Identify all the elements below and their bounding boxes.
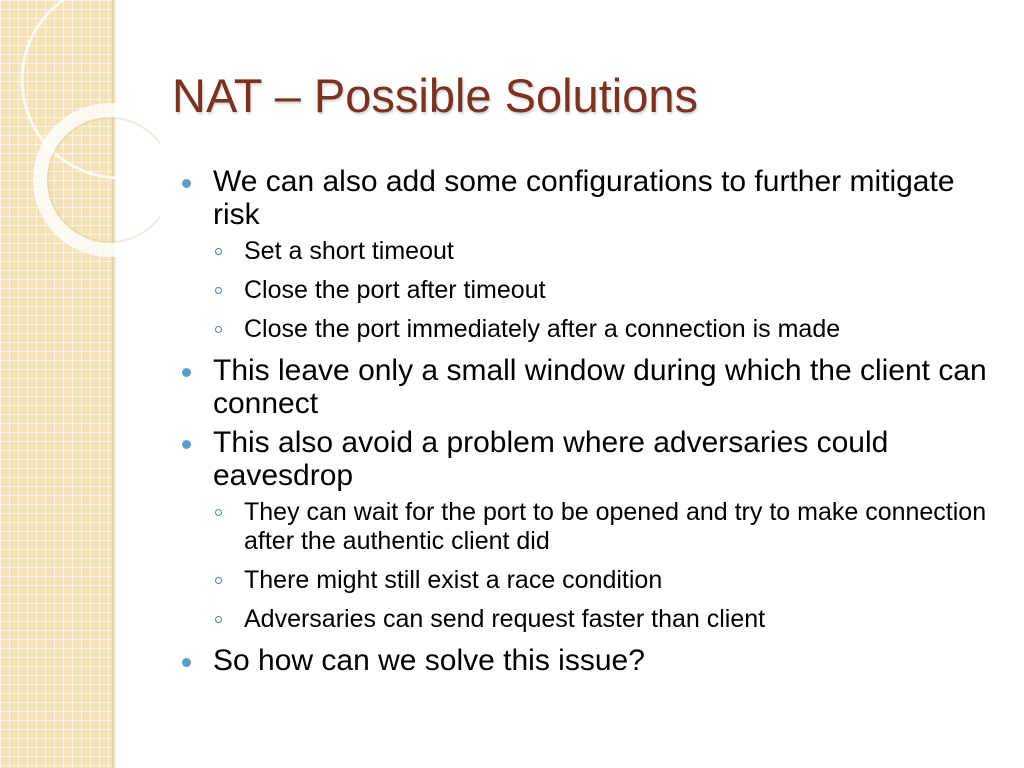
bullet-item xyxy=(182,644,1002,677)
bullet-text: We can also add some configurations to further mitigate risk xyxy=(213,165,955,231)
sub-bullet-item xyxy=(182,237,1002,266)
sub-bullet-text: Close the port immediately after a connection is made xyxy=(244,315,841,343)
bullet-item xyxy=(182,165,1002,231)
bullet-text: This also avoid a problem where adversaries could eavesdrop xyxy=(213,426,889,492)
sub-bullet-list xyxy=(182,237,1002,344)
sub-bullet-ring-icon xyxy=(215,577,222,584)
sub-bullet-item xyxy=(182,566,1002,595)
decorative-rings xyxy=(0,0,160,260)
bullet-dot-icon xyxy=(182,179,191,188)
sub-bullet-text: There might still exist a race condition xyxy=(244,566,663,594)
sub-bullet-ring-icon xyxy=(215,287,222,294)
sub-bullet-text: Adversaries can send request faster than client xyxy=(244,605,766,633)
sub-bullet-ring-icon xyxy=(215,326,222,333)
sub-bullet-item xyxy=(182,315,1002,344)
sub-bullet-ring-icon xyxy=(215,509,222,516)
sub-bullet-item xyxy=(182,605,1002,634)
bullet-item xyxy=(182,354,1002,420)
slide-title: NAT – Possible Solutions xyxy=(172,69,698,122)
sub-bullet-list xyxy=(182,498,1002,634)
bullet-dot-icon xyxy=(182,440,191,449)
bullet-text: So how can we solve this issue? xyxy=(213,644,645,677)
sub-bullet-text: They can wait for the port to be opened and try to make connection after the authentic client did xyxy=(244,498,987,555)
sub-bullet-text: Close the port after timeout xyxy=(244,276,546,304)
bullet-text: This leave only a small window during which the client can connect xyxy=(213,354,987,420)
sub-bullet-text: Set a short timeout xyxy=(244,237,454,265)
bullet-dot-icon xyxy=(182,368,191,377)
sub-bullet-ring-icon xyxy=(215,248,222,255)
bullet-item xyxy=(182,426,1002,492)
bullet-dot-icon xyxy=(182,658,191,667)
slide-content xyxy=(182,165,1002,683)
sub-bullet-ring-icon xyxy=(215,616,222,623)
decorative-ring-small-shadow xyxy=(48,118,160,242)
decorative-ring-small xyxy=(40,110,160,250)
sub-bullet-item xyxy=(182,276,1002,305)
sub-bullet-item xyxy=(182,498,1002,556)
